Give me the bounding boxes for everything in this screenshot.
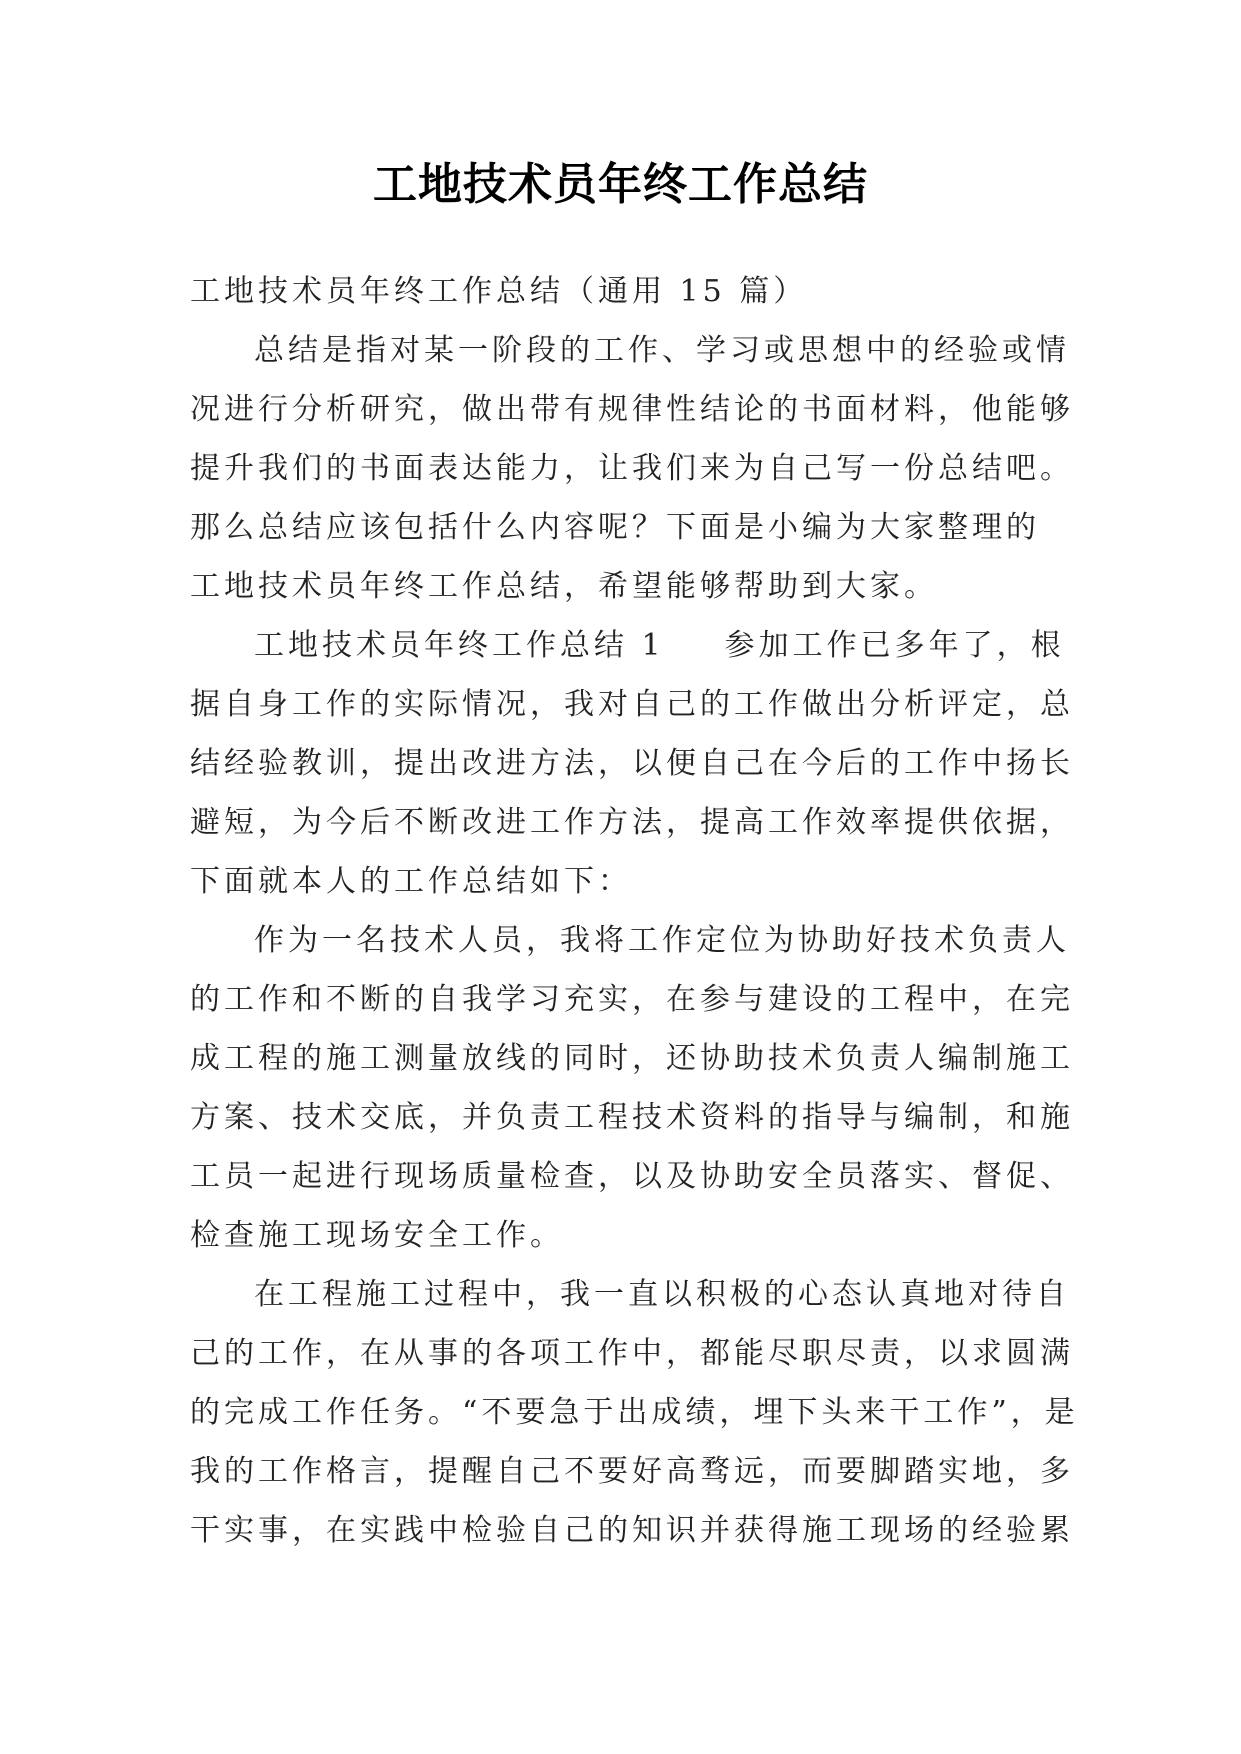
paragraph-line: 避短，为今后不断改进工作方法，提高工作效率提供依据，: [190, 805, 1074, 840]
paragraph-line: 据自身工作的实际情况，我对自己的工作做出分析评定，总: [190, 687, 1074, 722]
document-subtitle: 工地技术员年终工作总结（通用 15 篇）: [190, 274, 808, 309]
paragraph-line: 下面就本人的工作总结如下：: [190, 864, 632, 899]
section-heading: 工地技术员年终工作总结 1: [254, 628, 665, 663]
paragraph-line: 成工程的施工测量放线的同时，还协助技术负责人编制施工: [190, 1041, 1074, 1076]
paragraph-line: 方案、技术交底，并负责工程技术资料的指导与编制，和施: [190, 1100, 1074, 1135]
paragraph-line: 的工作和不断的自我学习充实，在参与建设的工程中，在完: [190, 982, 1074, 1017]
paragraph-line: 作为一名技术人员，我将工作定位为协助好技术负责人: [254, 923, 1070, 958]
paragraph-line: 总结是指对某一阶段的工作、学习或思想中的经验或情: [254, 333, 1070, 368]
paragraph-line: 干实事，在实践中检验自己的知识并获得施工现场的经验累: [190, 1513, 1074, 1548]
section-heading-line: [190, 616, 1070, 675]
paragraph-start: 参加工作已多年了，根: [724, 628, 1065, 663]
paragraph-line: 我的工作格言，提醒自己不要好高骛远，而要脚踏实地，多: [190, 1454, 1074, 1489]
paragraph-line: 检查施工现场安全工作。: [190, 1218, 564, 1253]
document-title: 工地技术员年终工作总结: [373, 159, 868, 210]
paragraph-line: 提升我们的书面表达能力，让我们来为自己写一份总结吧。: [190, 451, 1074, 486]
paragraph-line: 工员一起进行现场质量检查，以及协助安全员落实、督促、: [190, 1159, 1074, 1194]
paragraph-line: 那么总结应该包括什么内容呢？下面是小编为大家整理的: [190, 510, 1040, 545]
paragraph-line: 工地技术员年终工作总结，希望能够帮助到大家。: [190, 569, 938, 604]
paragraph-line: 结经验教训，提出改进方法，以便自己在今后的工作中扬长: [190, 746, 1074, 781]
document-body: [190, 262, 1079, 1560]
paragraph-line: 的完成工作任务。“不要急于出成绩，埋下头来干工作”，是: [190, 1395, 1079, 1430]
paragraph-line: 况进行分析研究，做出带有规律性结论的书面材料，他能够: [190, 392, 1074, 427]
paragraph-line: 己的工作，在从事的各项工作中，都能尽职尽责，以求圆满: [190, 1336, 1074, 1371]
paragraph-line: 在工程施工过程中，我一直以积极的心态认真地对待自: [254, 1277, 1070, 1312]
